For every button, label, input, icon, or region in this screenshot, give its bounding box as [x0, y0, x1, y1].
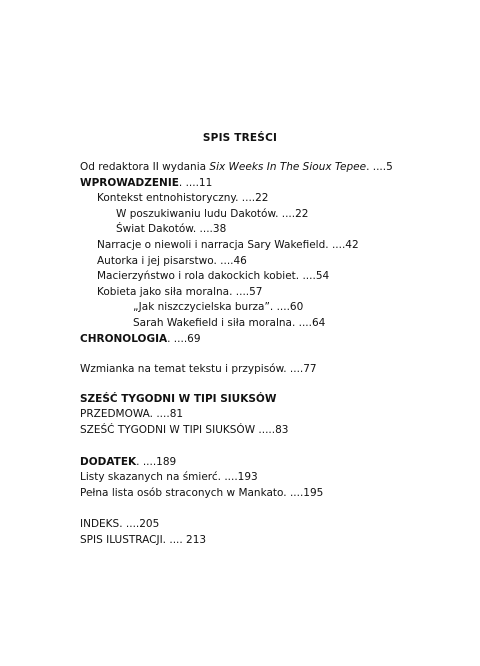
- toc-section-heading: DODATEK: [80, 455, 137, 468]
- spacer: [80, 501, 420, 517]
- spacer: [80, 347, 420, 362]
- toc-section-heading: CHRONOLOGIA: [80, 332, 168, 345]
- toc-entry-kontekst: Kontekst entnohistoryczny. ....22: [97, 192, 269, 205]
- toc-entry-macierzynstwo: Macierzyństwo i rola dakockich kobiet. ....54: [97, 270, 330, 283]
- book-title-italic: Six Weeks In The Sioux Tepee: [209, 161, 367, 173]
- page-title: SPIS TREŚCI: [202, 132, 278, 144]
- toc-section-heading-szesc: SZEŚĆ TYGODNI W TIPI SIUKSÓW: [80, 392, 277, 405]
- toc-entry-pelna-lista: Pełna lista osób straconych w Mankato. ....195: [80, 486, 324, 499]
- toc-entry-page: . ....5: [366, 161, 393, 173]
- spacer: [80, 439, 420, 455]
- toc-entry-sarah: Sarah Wakefield i siła moralna. ....64: [133, 316, 326, 329]
- toc-entry-kobieta: Kobieta jako siła moralna. ....57: [97, 285, 263, 298]
- toc-entry-szesc-tygodni: SZEŚĆ TYGODNI W TIPI SIUKSÓW .....83: [80, 423, 289, 436]
- toc-entry-dodatek: [80, 455, 420, 471]
- toc-entry-burza: „Jak niszczycielska burza”. ....60: [133, 301, 304, 314]
- toc-entry-przedmowa: PRZEDMOWA. ....81: [80, 408, 184, 421]
- toc-entry-swiat: Świat Dakotów. ....38: [116, 223, 227, 236]
- toc-entry-indeks: INDEKS. ....205: [80, 518, 160, 531]
- toc-entry-autorka: Autorka i jej pisarstwo. ....46: [97, 254, 247, 267]
- toc-entry-page: . ....189: [136, 455, 177, 468]
- toc-entry-text: Od redaktora II wydania: [80, 161, 210, 173]
- toc-entry-spis-ilustracji: SPIS ILUSTRACJI. .... 213: [80, 533, 207, 546]
- toc-entry-wprowadzenie: [80, 176, 420, 192]
- toc-entry-page: . ....11: [178, 176, 213, 189]
- table-of-contents: [80, 160, 420, 548]
- toc-entry-listy: Listy skazanych na śmierć. ....193: [80, 471, 258, 484]
- toc-section-heading: WPROWADZENIE: [80, 176, 179, 189]
- toc-entry-narracje: Narracje o niewoli i narracja Sary Wakefield. ....42: [97, 238, 359, 251]
- toc-entry-poszukiwaniu: W poszukiwaniu ludu Dakotów. ....22: [116, 207, 309, 220]
- toc-entry-page: . ....69: [167, 332, 201, 345]
- toc-entry-wzmianka: Wzmianka na temat tekstu i przypisów. ....77: [80, 363, 317, 376]
- toc-entry-editor-foreword: [80, 160, 420, 176]
- toc-entry-chronologia: [80, 332, 420, 348]
- spacer: [80, 378, 420, 392]
